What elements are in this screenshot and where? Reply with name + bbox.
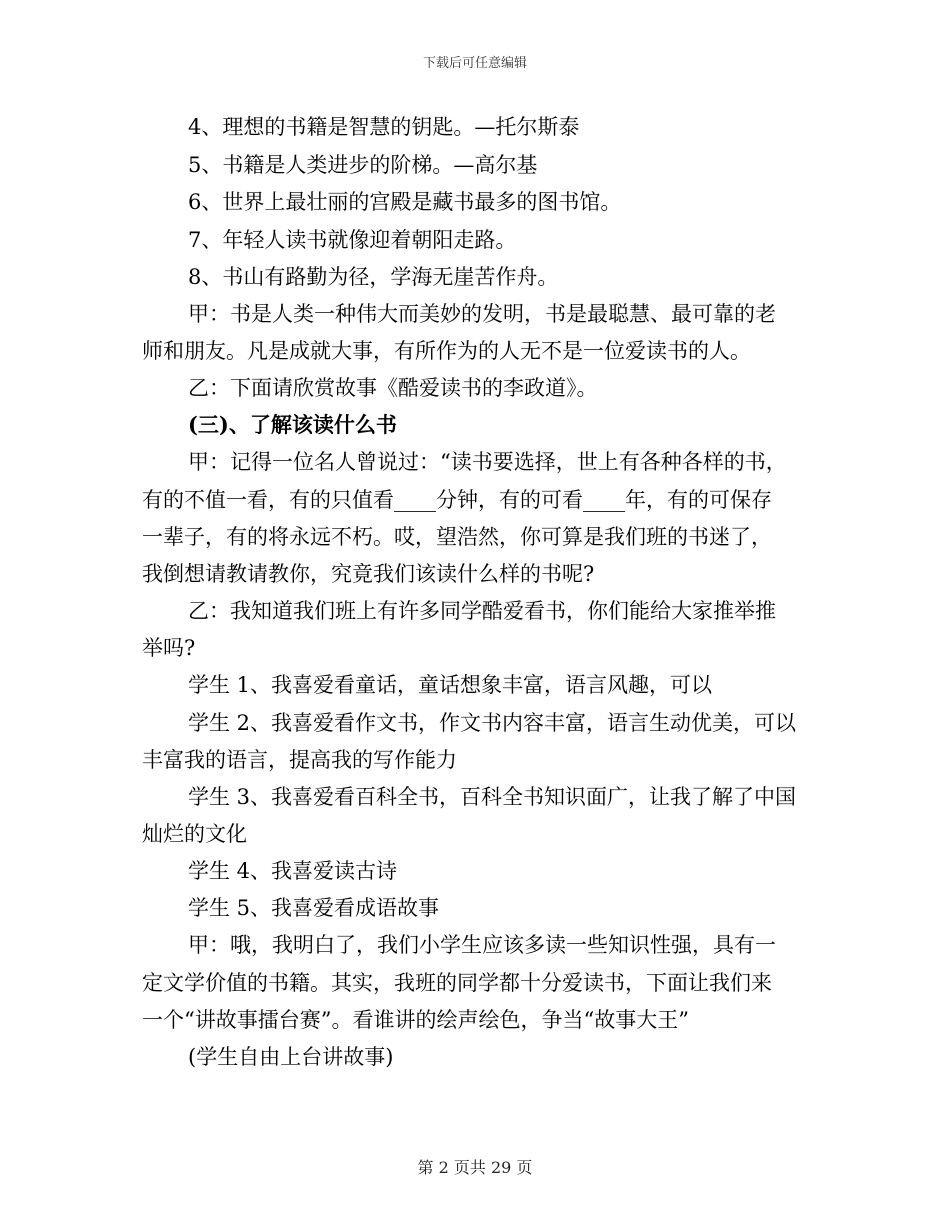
- paragraph-line: 乙：我知道我们班上有许多同学酷爱看书，你们能给大家推举推: [188, 599, 776, 623]
- paragraph-line: 我倒想请教请教你，究竟我们该读什么样的书呢?: [142, 562, 595, 586]
- quote-line: 5、书籍是人类进步的阶梯。—高尔基: [188, 153, 538, 177]
- paragraph-line: 甲：书是人类一种伟大而美妙的发明，书是最聪慧、最可靠的老: [188, 302, 776, 326]
- paragraph-line: 甲：哦，我明白了，我们小学生应该多读一些知识性强，具有一: [188, 933, 776, 957]
- paragraph-line: 举吗?: [142, 636, 196, 660]
- paragraph-line: 一辈子，有的将永远不朽。哎，望浩然，你可算是我们班的书迷了，: [142, 525, 772, 549]
- quote-line: 7、年轻人读书就像迎着朝阳走路。: [188, 228, 517, 252]
- page-number: 第 2 页共 29 页: [417, 1158, 533, 1177]
- paragraph-line: 学生 3、我喜爱看百科全书，百科全书知识面广，让我了解了中国: [188, 785, 797, 809]
- paragraph-line: 定文学价值的书籍。其实，我班的同学都十分爱读书，下面让我们来: [142, 971, 772, 995]
- quote-line: 8、书山有路勤为径，学海无崖苦作舟。: [188, 265, 559, 289]
- section-heading: (三)、了解该读什么书: [188, 412, 397, 437]
- paragraph-line: 甲：记得一位名人曾说过：“读书要选择，世上有各种各样的书，: [188, 450, 787, 474]
- paragraph-line: 学生 4、我喜爱读古诗: [188, 859, 398, 883]
- paragraph-line: 学生 5、我喜爱看成语故事: [188, 896, 440, 920]
- quote-line: 6、世界上最壮丽的宫殿是藏书最多的图书馆。: [188, 190, 622, 214]
- paragraph-line: 丰富我的语言，提高我的写作能力: [142, 748, 457, 772]
- paragraph-line: (学生自由上台讲故事): [188, 1045, 394, 1069]
- quote-line: 4、理想的书籍是智慧的钥匙。—托尔斯泰: [188, 115, 580, 139]
- paragraph-line: 师和朋友。凡是成就大事，有所作为的人无不是一位爱读书的人。: [142, 339, 751, 363]
- paragraph-line: 有的不值一看，有的只值看____分钟，有的可看____年，有的可保存: [142, 488, 772, 512]
- page-header: 下载后可任意编辑: [422, 56, 527, 71]
- paragraph-line: 学生 2、我喜爱看作文书，作文书内容丰富，语言生动优美，可以: [188, 711, 797, 735]
- paragraph-line: 乙：下面请欣赏故事《酷爱读书的李政道》。: [188, 376, 598, 400]
- paragraph-line: 学生 1、我喜爱看童话，童话想象丰富，语言风趣，可以: [188, 673, 713, 697]
- paragraph-line: 灿烂的文化: [142, 822, 247, 846]
- paragraph-line: 一个“讲故事擂台赛”。看谁讲的绘声绘色，争当“故事大王”: [142, 1008, 689, 1032]
